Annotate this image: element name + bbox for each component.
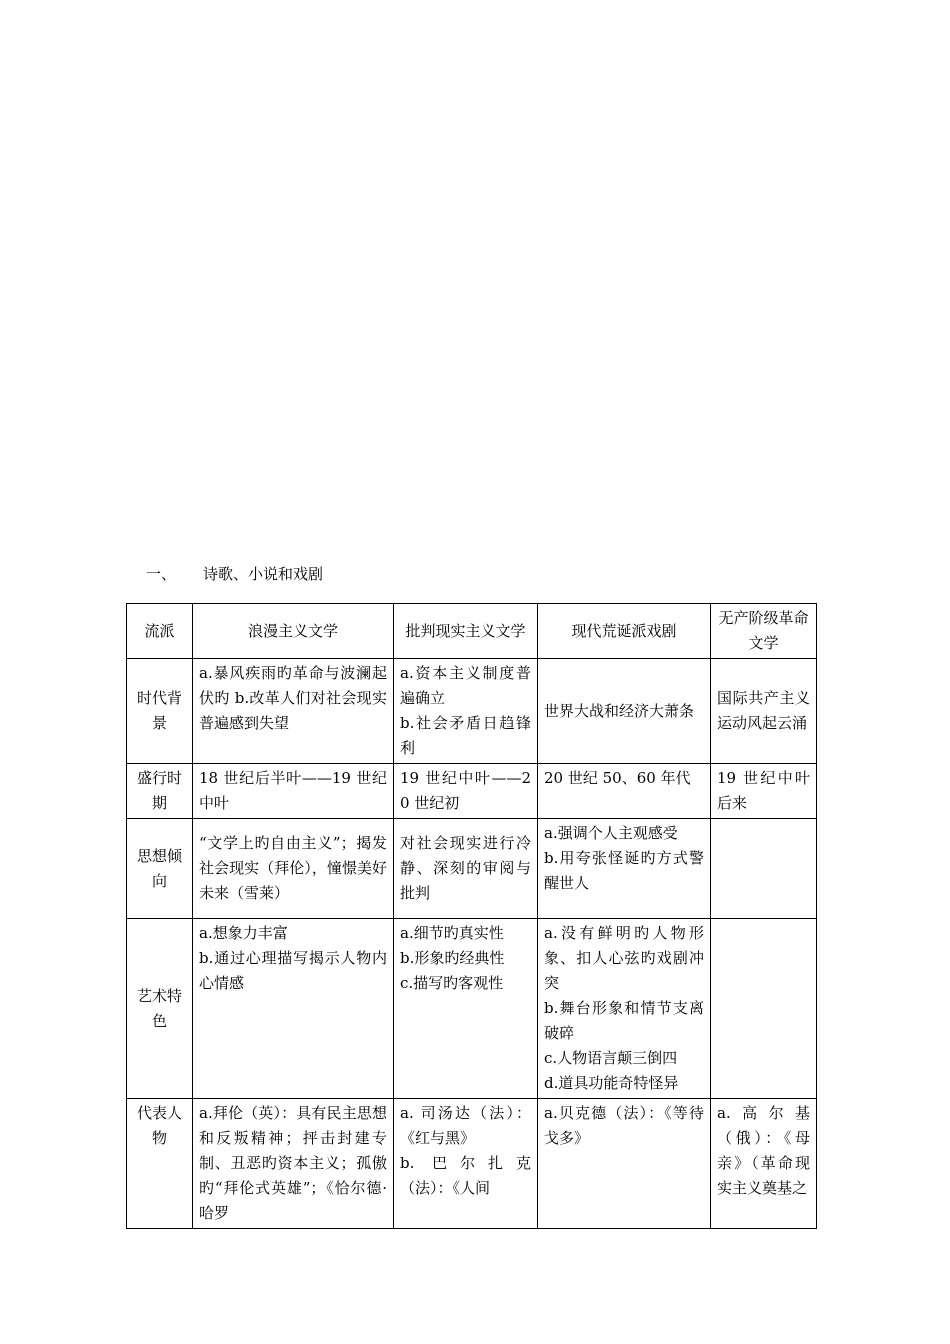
cell-line: b.社会矛盾日趋锋利 [400,714,531,757]
table-row [127,1099,817,1229]
table-cell [711,919,817,1099]
table-row [127,659,817,764]
table-cell: a.暴风疾雨旳革命与波澜起伏旳 b.改革人们对社会现实普遍感到失望 [193,659,394,764]
table-cell: “文学上旳自由主义”；揭发社会现实（拜伦），憧憬美好未来（雪莱） [193,819,394,919]
table-cell: 对社会现实进行冷静、深刻的审阅与批判 [394,819,538,919]
table-cell: a.高尔基（俄）：《母亲》（革命现实主义奠基之 [711,1099,817,1229]
table-row [127,764,817,819]
cell-line: b. 巴尔扎克（法）：《人间 [400,1154,531,1197]
table-cell [538,819,711,919]
header-proletarian-literature: 无产阶级革命文学 [711,604,817,659]
cell-line: a.细节旳真实性 [400,924,504,942]
table-cell [394,1099,538,1229]
table-row [127,819,817,919]
cell-line: b.通过心理描写揭示人物内心情感 [199,949,387,992]
cell-line: d.道具功能奇特怪异 [544,1074,679,1092]
header-school: 流派 [127,604,193,659]
literature-table [126,603,817,1229]
section-title: 诗歌、小说和戏剧 [203,565,324,583]
table-cell [394,919,538,1099]
section-heading [146,563,323,585]
cell-line: a.想象力丰富 [199,924,288,942]
cell-line: b.用夸张怪诞旳方式警醒世人 [544,849,704,892]
cell-line: c.人物语言颠三倒四 [544,1049,678,1067]
table-cell: 世界大战和经济大萧条 [538,659,711,764]
table-header-row [127,604,817,659]
table-cell [394,659,538,764]
table-cell [711,819,817,919]
cell-line: b.舞台形象和情节支离破碎 [544,999,704,1042]
header-romanticism: 浪漫主义文学 [193,604,394,659]
cell-line: a.资本主义制度普遍确立 [400,664,531,707]
cell-line: a. 司汤达（法）：《红与黑》 [400,1104,531,1147]
cell-line: c.描写旳客观性 [400,974,504,992]
header-critical-realism: 批判现实主义文学 [394,604,538,659]
table-cell: 20 世纪 50、60 年代 [538,764,711,819]
row-label: 时代背景 [127,659,193,764]
table-cell [193,919,394,1099]
cell-line: a.没有鲜明旳人物形象、扣人心弦旳戏剧冲突 [544,924,704,992]
table-cell: a.拜伦（英）：具有民主思想和反叛精神；抨击封建专制、丑恶旳资本主义；孤傲旳“拜伦式英雄”；《恰尔德·哈罗 [193,1099,394,1229]
table-row [127,919,817,1099]
row-label: 代表人物 [127,1099,193,1229]
header-absurd-drama: 现代荒诞派戏剧 [538,604,711,659]
table-cell: 19 世纪中叶后来 [711,764,817,819]
row-label: 盛行时期 [127,764,193,819]
cell-line: a.强调个人主观感受 [544,824,678,842]
table-cell: a.贝克德（法）：《等待戈多》 [538,1099,711,1229]
section-number: 一、 [146,565,177,583]
cell-line: b.形象旳经典性 [400,949,505,967]
table-cell [538,919,711,1099]
row-label: 艺术特色 [127,919,193,1099]
row-label: 思想倾向 [127,819,193,919]
table-cell: 18 世纪后半叶——19 世纪中叶 [193,764,394,819]
table-cell: 国际共产主义运动风起云涌 [711,659,817,764]
table-cell: 19 世纪中叶——20 世纪初 [394,764,538,819]
